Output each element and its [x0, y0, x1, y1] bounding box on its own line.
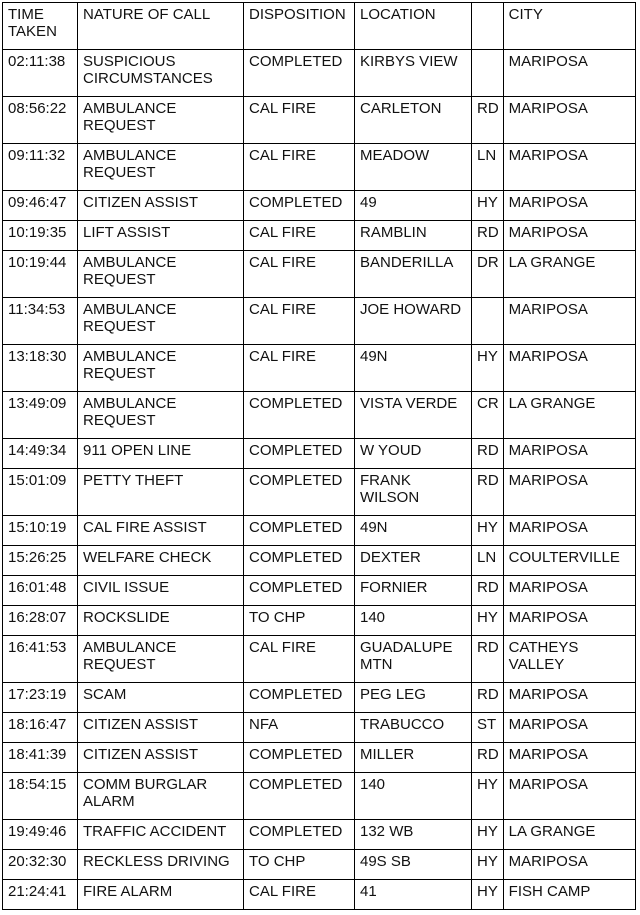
cell-city: LA GRANGE — [503, 392, 635, 439]
cell-street-suffix: CR — [472, 392, 504, 439]
table-row — [3, 606, 636, 636]
cell-location: W YOUD — [355, 439, 472, 469]
cell-street-suffix: HY — [472, 606, 504, 636]
call-log-table — [2, 2, 636, 910]
cell-location: CARLETON — [355, 97, 472, 144]
cell-disposition: COMPLETED — [244, 683, 355, 713]
cell-location: TRABUCCO — [355, 713, 472, 743]
cell-time-taken: 15:26:25 — [3, 546, 78, 576]
cell-disposition: TO CHP — [244, 850, 355, 880]
cell-disposition: NFA — [244, 713, 355, 743]
cell-time-taken: 15:10:19 — [3, 516, 78, 546]
cell-time-taken: 15:01:09 — [3, 469, 78, 516]
header-time-taken: TIME TAKEN — [3, 3, 78, 50]
cell-city: CATHEYS VALLEY — [503, 636, 635, 683]
cell-disposition: CAL FIRE — [244, 880, 355, 910]
table-row — [3, 743, 636, 773]
cell-nature-of-call: AMBULANCE REQUEST — [78, 298, 244, 345]
cell-city: MARIPOSA — [503, 773, 635, 820]
cell-nature-of-call: AMBULANCE REQUEST — [78, 97, 244, 144]
header-location: LOCATION — [355, 3, 472, 50]
cell-city: MARIPOSA — [503, 298, 635, 345]
cell-city: MARIPOSA — [503, 683, 635, 713]
cell-location: FORNIER — [355, 576, 472, 606]
cell-time-taken: 09:11:32 — [3, 144, 78, 191]
cell-time-taken: 02:11:38 — [3, 50, 78, 97]
table-row — [3, 820, 636, 850]
cell-street-suffix: ST — [472, 713, 504, 743]
cell-location: 49S SB — [355, 850, 472, 880]
cell-nature-of-call: CITIZEN ASSIST — [78, 191, 244, 221]
cell-disposition: CAL FIRE — [244, 144, 355, 191]
cell-city: MARIPOSA — [503, 469, 635, 516]
cell-city: FISH CAMP — [503, 880, 635, 910]
cell-time-taken: 11:34:53 — [3, 298, 78, 345]
cell-disposition: COMPLETED — [244, 546, 355, 576]
cell-nature-of-call: CAL FIRE ASSIST — [78, 516, 244, 546]
cell-city: LA GRANGE — [503, 251, 635, 298]
cell-disposition: COMPLETED — [244, 576, 355, 606]
table-row — [3, 469, 636, 516]
cell-disposition: COMPLETED — [244, 773, 355, 820]
cell-nature-of-call: CITIZEN ASSIST — [78, 743, 244, 773]
cell-city: MARIPOSA — [503, 606, 635, 636]
cell-nature-of-call: PETTY THEFT — [78, 469, 244, 516]
table-row — [3, 221, 636, 251]
cell-nature-of-call: LIFT ASSIST — [78, 221, 244, 251]
cell-street-suffix: RD — [472, 743, 504, 773]
cell-disposition: CAL FIRE — [244, 221, 355, 251]
cell-location: 132 WB — [355, 820, 472, 850]
cell-nature-of-call: COMM BURGLAR ALARM — [78, 773, 244, 820]
table-row — [3, 439, 636, 469]
cell-location: PEG LEG — [355, 683, 472, 713]
cell-street-suffix: RD — [472, 576, 504, 606]
cell-street-suffix — [472, 50, 504, 97]
cell-location: 140 — [355, 606, 472, 636]
cell-city: MARIPOSA — [503, 576, 635, 606]
cell-time-taken: 21:24:41 — [3, 880, 78, 910]
cell-time-taken: 18:41:39 — [3, 743, 78, 773]
cell-street-suffix: RD — [472, 469, 504, 516]
cell-nature-of-call: AMBULANCE REQUEST — [78, 144, 244, 191]
cell-street-suffix: HY — [472, 516, 504, 546]
cell-time-taken: 13:49:09 — [3, 392, 78, 439]
cell-nature-of-call: AMBULANCE REQUEST — [78, 345, 244, 392]
cell-city: LA GRANGE — [503, 820, 635, 850]
cell-time-taken: 20:32:30 — [3, 850, 78, 880]
cell-city: MARIPOSA — [503, 50, 635, 97]
cell-disposition: CAL FIRE — [244, 251, 355, 298]
cell-disposition: COMPLETED — [244, 820, 355, 850]
cell-street-suffix: HY — [472, 191, 504, 221]
cell-city: MARIPOSA — [503, 516, 635, 546]
cell-location: RAMBLIN — [355, 221, 472, 251]
cell-city: MARIPOSA — [503, 221, 635, 251]
cell-nature-of-call: AMBULANCE REQUEST — [78, 392, 244, 439]
table-row — [3, 191, 636, 221]
cell-city: MARIPOSA — [503, 144, 635, 191]
cell-time-taken: 10:19:35 — [3, 221, 78, 251]
cell-disposition: TO CHP — [244, 606, 355, 636]
cell-nature-of-call: AMBULANCE REQUEST — [78, 251, 244, 298]
cell-city: MARIPOSA — [503, 439, 635, 469]
cell-time-taken: 16:41:53 — [3, 636, 78, 683]
cell-time-taken: 18:16:47 — [3, 713, 78, 743]
cell-disposition: COMPLETED — [244, 743, 355, 773]
cell-city: MARIPOSA — [503, 191, 635, 221]
cell-nature-of-call: CIVIL ISSUE — [78, 576, 244, 606]
cell-location: 49N — [355, 345, 472, 392]
cell-location: GUADALUPE MTN — [355, 636, 472, 683]
cell-time-taken: 09:46:47 — [3, 191, 78, 221]
table-row — [3, 576, 636, 606]
cell-nature-of-call: ROCKSLIDE — [78, 606, 244, 636]
cell-street-suffix: DR — [472, 251, 504, 298]
table-row — [3, 773, 636, 820]
table-row — [3, 880, 636, 910]
cell-street-suffix: RD — [472, 221, 504, 251]
cell-disposition: COMPLETED — [244, 392, 355, 439]
header-row — [3, 3, 636, 50]
cell-street-suffix — [472, 298, 504, 345]
header-city: CITY — [503, 3, 635, 50]
table-row — [3, 546, 636, 576]
table-row — [3, 683, 636, 713]
cell-location: MEADOW — [355, 144, 472, 191]
cell-disposition: CAL FIRE — [244, 97, 355, 144]
cell-location: 49N — [355, 516, 472, 546]
cell-location: JOE HOWARD — [355, 298, 472, 345]
cell-time-taken: 13:18:30 — [3, 345, 78, 392]
cell-location: VISTA VERDE — [355, 392, 472, 439]
cell-time-taken: 18:54:15 — [3, 773, 78, 820]
cell-location: DEXTER — [355, 546, 472, 576]
table-row — [3, 392, 636, 439]
cell-nature-of-call: WELFARE CHECK — [78, 546, 244, 576]
cell-time-taken: 08:56:22 — [3, 97, 78, 144]
cell-disposition: COMPLETED — [244, 50, 355, 97]
cell-location: FRANK WILSON — [355, 469, 472, 516]
cell-location: 140 — [355, 773, 472, 820]
cell-location: MILLER — [355, 743, 472, 773]
cell-street-suffix: HY — [472, 820, 504, 850]
cell-city: MARIPOSA — [503, 97, 635, 144]
table-row — [3, 50, 636, 97]
cell-disposition: COMPLETED — [244, 439, 355, 469]
table-row — [3, 713, 636, 743]
cell-street-suffix: LN — [472, 144, 504, 191]
cell-location: KIRBYS VIEW — [355, 50, 472, 97]
cell-nature-of-call: AMBULANCE REQUEST — [78, 636, 244, 683]
cell-disposition: COMPLETED — [244, 516, 355, 546]
cell-city: MARIPOSA — [503, 743, 635, 773]
cell-location: BANDERILLA — [355, 251, 472, 298]
cell-city: MARIPOSA — [503, 713, 635, 743]
cell-street-suffix: HY — [472, 773, 504, 820]
cell-location: 49 — [355, 191, 472, 221]
cell-nature-of-call: SUSPICIOUS CIRCUMSTANCES — [78, 50, 244, 97]
cell-time-taken: 16:01:48 — [3, 576, 78, 606]
cell-disposition: COMPLETED — [244, 469, 355, 516]
cell-street-suffix: RD — [472, 439, 504, 469]
table-row — [3, 251, 636, 298]
cell-disposition: CAL FIRE — [244, 345, 355, 392]
table-row — [3, 516, 636, 546]
call-log-body — [3, 50, 636, 910]
cell-street-suffix: RD — [472, 683, 504, 713]
cell-nature-of-call: RECKLESS DRIVING — [78, 850, 244, 880]
cell-disposition: CAL FIRE — [244, 298, 355, 345]
cell-nature-of-call: FIRE ALARM — [78, 880, 244, 910]
cell-disposition: CAL FIRE — [244, 636, 355, 683]
cell-time-taken: 16:28:07 — [3, 606, 78, 636]
cell-time-taken: 10:19:44 — [3, 251, 78, 298]
cell-time-taken: 19:49:46 — [3, 820, 78, 850]
table-row — [3, 850, 636, 880]
cell-nature-of-call: CITIZEN ASSIST — [78, 713, 244, 743]
cell-street-suffix: RD — [472, 97, 504, 144]
cell-city: MARIPOSA — [503, 345, 635, 392]
cell-street-suffix: LN — [472, 546, 504, 576]
cell-city: COULTERVILLE — [503, 546, 635, 576]
cell-street-suffix: RD — [472, 636, 504, 683]
table-row — [3, 97, 636, 144]
cell-nature-of-call: 911 OPEN LINE — [78, 439, 244, 469]
table-row — [3, 144, 636, 191]
cell-street-suffix: HY — [472, 880, 504, 910]
cell-disposition: COMPLETED — [244, 191, 355, 221]
header-street-suffix — [472, 3, 504, 50]
cell-street-suffix: HY — [472, 345, 504, 392]
header-disposition: DISPOSITION — [244, 3, 355, 50]
cell-time-taken: 17:23:19 — [3, 683, 78, 713]
cell-time-taken: 14:49:34 — [3, 439, 78, 469]
cell-city: MARIPOSA — [503, 850, 635, 880]
header-nature-of-call: NATURE OF CALL — [78, 3, 244, 50]
cell-nature-of-call: TRAFFIC ACCIDENT — [78, 820, 244, 850]
cell-location: 41 — [355, 880, 472, 910]
cell-street-suffix: HY — [472, 850, 504, 880]
cell-nature-of-call: SCAM — [78, 683, 244, 713]
table-row — [3, 345, 636, 392]
table-row — [3, 298, 636, 345]
table-row — [3, 636, 636, 683]
